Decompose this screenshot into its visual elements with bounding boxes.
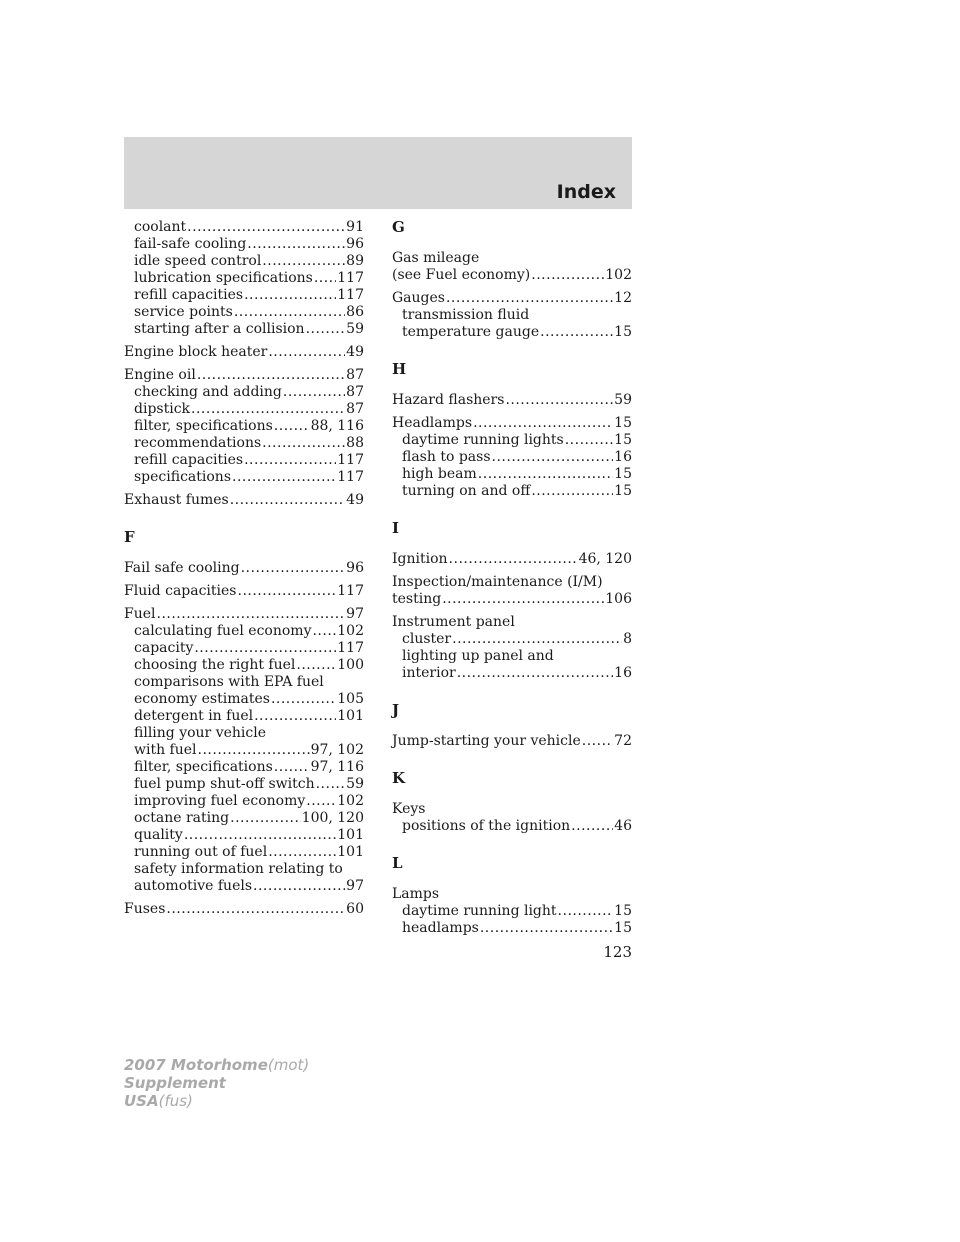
index-entry-label: detergent in fuel <box>134 708 254 724</box>
index-entry-label: specifications <box>134 469 232 485</box>
index-subentry <box>124 236 364 253</box>
index-entry-label: flash to pass <box>402 449 491 465</box>
index-entry-label: Engine oil <box>124 367 196 383</box>
index-page-ref: 97, 116 <box>310 759 364 775</box>
index-subentry <box>392 307 632 324</box>
index-subentry <box>124 287 364 304</box>
index-entry-label: fuel pump shut-off switch <box>134 776 315 792</box>
index-entry-label: Headlamps <box>392 415 473 431</box>
index-page-ref: 15 <box>614 903 632 919</box>
index-entry-label: Engine block heater <box>124 344 268 360</box>
index-subentry <box>124 691 364 708</box>
page-number: 123 <box>603 943 632 961</box>
index-entry <box>392 801 632 818</box>
leader-dots <box>230 810 301 827</box>
index-subentry <box>124 270 364 287</box>
index-entry-label: recommendations <box>134 435 262 451</box>
index-entry-label: daytime running light <box>402 903 557 919</box>
index-section-letter: F <box>124 528 135 546</box>
index-page-ref: 87 <box>346 384 364 400</box>
index-page-ref: 72 <box>614 733 632 749</box>
index-page-ref: 59 <box>346 776 364 792</box>
leader-dots <box>582 733 613 750</box>
index-page-ref: 100 <box>337 657 364 673</box>
index-subentry <box>124 219 364 236</box>
index-entry-label: headlamps <box>402 920 479 936</box>
index-section-letter: H <box>392 360 407 378</box>
index-entry-label: quality <box>134 827 183 843</box>
index-entry-label: capacity <box>134 640 194 656</box>
index-page-ref: 101 <box>337 844 364 860</box>
leader-dots <box>254 708 336 725</box>
header-band <box>124 137 632 209</box>
index-entry-label: economy estimates <box>134 691 270 707</box>
index-subentry <box>124 759 364 776</box>
index-entry-label: dipstick <box>134 401 191 417</box>
index-section-letter: G <box>392 218 405 236</box>
index-page-ref: 46, 120 <box>578 551 632 567</box>
index-entry-label: (see Fuel economy) <box>392 267 531 283</box>
index-subentry <box>392 466 632 483</box>
index-subentry <box>124 674 364 691</box>
index-entry-label: filter, specifications <box>134 759 273 775</box>
page-title: Index <box>556 181 616 203</box>
index-entry <box>392 574 632 591</box>
index-page-ref: 91 <box>346 219 364 235</box>
index-entry <box>124 344 364 361</box>
index-subentry <box>124 401 364 418</box>
index-subentry <box>124 469 364 486</box>
index-entry-label: high beam <box>402 466 477 482</box>
index-entry <box>124 560 364 577</box>
index-entry-label: Fluid capacities <box>124 583 237 599</box>
index-entry-label: Fuel <box>124 606 156 622</box>
index-subentry <box>124 657 364 674</box>
index-subentry <box>124 418 364 435</box>
index-entry-label: fail-safe cooling <box>134 236 247 252</box>
index-page-ref: 49 <box>346 344 364 360</box>
index-page-ref: 88 <box>346 435 364 451</box>
index-subentry <box>124 793 364 810</box>
index-entry <box>392 614 632 631</box>
index-page-ref: 15 <box>614 415 632 431</box>
index-entry <box>124 901 364 918</box>
footer-line-1: 2007 Motorhome(mot) <box>124 1056 310 1074</box>
index-subentry <box>124 640 364 657</box>
leader-dots <box>283 384 345 401</box>
index-entry-label: daytime running lights <box>402 432 564 448</box>
leader-dots <box>478 466 613 483</box>
index-page-ref: 96 <box>346 236 364 252</box>
index-page-ref: 59 <box>346 321 364 337</box>
index-subentry <box>392 648 632 665</box>
leader-dots <box>244 452 336 469</box>
index-subentry <box>124 452 364 469</box>
index-page-ref: 105 <box>337 691 364 707</box>
index-entry-label: Gauges <box>392 290 445 306</box>
index-entry-label: testing <box>392 591 442 607</box>
index-subentry <box>124 321 364 338</box>
index-entry <box>124 606 364 623</box>
index-entry <box>392 415 632 432</box>
index-entry <box>392 551 632 568</box>
index-page-ref: 102 <box>337 623 364 639</box>
leader-dots <box>316 776 346 793</box>
index-entry-label: service points <box>134 304 233 320</box>
index-entry-label: cluster <box>402 631 452 647</box>
index-entry-label: starting after a collision <box>134 321 305 337</box>
index-entry <box>124 492 364 509</box>
leader-dots <box>191 401 345 418</box>
index-page-ref: 117 <box>337 287 364 303</box>
index-page-ref: 97 <box>346 606 364 622</box>
index-entry <box>392 392 632 409</box>
index-entry-label: choosing the right fuel <box>134 657 296 673</box>
index-entry-label: checking and adding <box>134 384 282 400</box>
index-entry-label: Keys <box>392 801 426 817</box>
leader-dots <box>197 367 345 384</box>
index-page-ref: 12 <box>614 290 632 306</box>
index-page-ref: 89 <box>346 253 364 269</box>
leader-dots <box>253 878 345 895</box>
index-subentry <box>392 449 632 466</box>
index-section-letter: J <box>392 701 400 719</box>
index-page-ref: 106 <box>605 591 632 607</box>
index-entry-label: positions of the ignition <box>402 818 571 834</box>
index-entry <box>124 583 364 600</box>
index-subentry <box>392 324 632 341</box>
index-entry-label: filter, specifications <box>134 418 273 434</box>
index-page-ref: 87 <box>346 401 364 417</box>
index-page-ref: 15 <box>614 324 632 340</box>
index-subentry <box>392 483 632 500</box>
index-subentry <box>124 844 364 861</box>
index-page-ref: 87 <box>346 367 364 383</box>
index-page-ref: 88, 116 <box>310 418 364 434</box>
leader-dots <box>480 920 613 937</box>
index-subentry <box>124 435 364 452</box>
index-subentry <box>124 878 364 895</box>
index-entry-label: idle speed control <box>134 253 262 269</box>
index-entry-label: with fuel <box>134 742 197 758</box>
index-page-ref: 15 <box>614 920 632 936</box>
leader-dots <box>238 583 337 600</box>
leader-dots <box>274 418 310 435</box>
index-entry-label: Instrument panel <box>392 614 515 630</box>
index-page-ref: 102 <box>605 267 632 283</box>
index-subentry <box>124 776 364 793</box>
leader-dots <box>442 591 604 608</box>
leader-dots <box>187 219 345 236</box>
index-subentry <box>392 903 632 920</box>
index-page-ref: 8 <box>623 631 632 647</box>
index-entry-label: refill capacities <box>134 452 244 468</box>
leader-dots <box>232 469 336 486</box>
index-page-ref: 100, 120 <box>301 810 364 826</box>
leader-dots <box>157 606 346 623</box>
leader-dots <box>540 324 613 341</box>
index-entry-label: lubrication specifications <box>134 270 313 286</box>
index-page-ref: 102 <box>337 793 364 809</box>
index-page-ref: 96 <box>346 560 364 576</box>
leader-dots <box>194 640 336 657</box>
index-entry-label: automotive fuels <box>134 878 253 894</box>
leader-dots <box>571 818 613 835</box>
leader-dots <box>505 392 613 409</box>
leader-dots <box>230 492 345 509</box>
index-entry-label: transmission fluid <box>402 307 530 323</box>
footer-publication-info <box>124 1056 309 1110</box>
index-page-ref: 15 <box>614 483 632 499</box>
leader-dots <box>274 759 310 776</box>
index-page-ref: 117 <box>337 270 364 286</box>
index-entry-label: Inspection/maintenance (I/M) <box>392 574 603 590</box>
index-subentry <box>124 725 364 742</box>
index-subentry <box>392 665 632 682</box>
index-entry-label: refill capacities <box>134 287 244 303</box>
leader-dots <box>262 253 345 270</box>
index-page-ref: 117 <box>337 583 364 599</box>
index-entry-label: Gas mileage <box>392 250 480 266</box>
index-entry-label: Fail safe cooling <box>124 560 240 576</box>
leader-dots <box>271 691 336 708</box>
index-page-ref: 117 <box>337 452 364 468</box>
leader-dots <box>184 827 336 844</box>
leader-dots <box>446 290 613 307</box>
index-page-ref: 46 <box>614 818 632 834</box>
index-subentry <box>392 631 632 648</box>
index-entry-label: improving fuel economy <box>134 793 306 809</box>
index-entry-label: running out of fuel <box>134 844 268 860</box>
index-entry-label: coolant <box>134 219 187 235</box>
index-entry-label: turning on and off <box>402 483 531 499</box>
index-entry-label: Hazard flashers <box>392 392 505 408</box>
index-page-ref: 86 <box>346 304 364 320</box>
index-entry <box>392 250 632 267</box>
index-entry-label: Exhaust fumes <box>124 492 229 508</box>
index-page-ref: 101 <box>337 708 364 724</box>
index-subentry <box>124 623 364 640</box>
leader-dots <box>492 449 614 466</box>
leader-dots <box>565 432 613 449</box>
index-page-ref: 117 <box>337 640 364 656</box>
index-entry-label: comparisons with EPA fuel <box>134 674 324 690</box>
index-section-letter: L <box>392 854 403 872</box>
index-entry <box>392 886 632 903</box>
index-page-ref: 97 <box>346 878 364 894</box>
index-entry-label: lighting up panel and <box>402 648 554 664</box>
leader-dots <box>241 560 346 577</box>
index-entry-label: octane rating <box>134 810 230 826</box>
leader-dots <box>306 321 346 338</box>
index-entry-label: Lamps <box>392 886 440 902</box>
index-subentry <box>124 304 364 321</box>
index-subentry <box>124 861 364 878</box>
index-subentry <box>124 708 364 725</box>
index-column-left <box>124 219 364 918</box>
index-page-ref: 59 <box>614 392 632 408</box>
index-page-ref: 16 <box>614 449 632 465</box>
index-entry-label: Ignition <box>392 551 448 567</box>
index-column-right <box>392 219 632 937</box>
leader-dots <box>198 742 310 759</box>
index-page-ref: 15 <box>614 466 632 482</box>
leader-dots <box>296 657 336 674</box>
index-entry <box>392 290 632 307</box>
leader-dots <box>531 267 604 284</box>
leader-dots <box>314 270 336 287</box>
index-page-ref: 101 <box>337 827 364 843</box>
index-section-letter: K <box>392 769 406 787</box>
index-page-ref: 49 <box>346 492 364 508</box>
index-page-ref: 117 <box>337 469 364 485</box>
leader-dots <box>452 631 622 648</box>
index-subentry <box>124 742 364 759</box>
index-entry-label: filling your vehicle <box>134 725 266 741</box>
leader-dots <box>268 844 336 861</box>
footer-line-3: USA(fus) <box>124 1092 193 1110</box>
index-subentry <box>392 432 632 449</box>
index-subentry <box>124 810 364 827</box>
index-entry-label: Fuses <box>124 901 166 917</box>
index-page-ref: 97, 102 <box>310 742 364 758</box>
index-subentry <box>124 253 364 270</box>
leader-dots <box>473 415 613 432</box>
index-page-ref: 15 <box>614 432 632 448</box>
index-entry-label: calculating fuel economy <box>134 623 312 639</box>
leader-dots <box>166 901 345 918</box>
index-entry-label: Jump-starting your vehicle <box>392 733 581 749</box>
index-section-letter: I <box>392 519 400 537</box>
leader-dots <box>457 665 613 682</box>
index-entry <box>124 367 364 384</box>
leader-dots <box>312 623 336 640</box>
leader-dots <box>449 551 578 568</box>
index-entry <box>392 267 632 284</box>
index-entry-label: safety information relating to <box>134 861 343 877</box>
leader-dots <box>531 483 613 500</box>
leader-dots <box>268 344 345 361</box>
index-page-ref: 60 <box>346 901 364 917</box>
leader-dots <box>262 435 345 452</box>
index-entry <box>392 591 632 608</box>
index-subentry <box>392 818 632 835</box>
index-entry-label: interior <box>402 665 456 681</box>
index-subentry <box>124 384 364 401</box>
leader-dots <box>558 903 614 920</box>
index-page-ref: 16 <box>614 665 632 681</box>
leader-dots <box>247 236 345 253</box>
index-subentry <box>392 920 632 937</box>
index-entry <box>392 733 632 750</box>
leader-dots <box>244 287 336 304</box>
leader-dots <box>234 304 345 321</box>
index-subentry <box>124 827 364 844</box>
leader-dots <box>306 793 336 810</box>
footer-line-2: Supplement <box>124 1074 226 1092</box>
index-entry-label: temperature gauge <box>402 324 540 340</box>
